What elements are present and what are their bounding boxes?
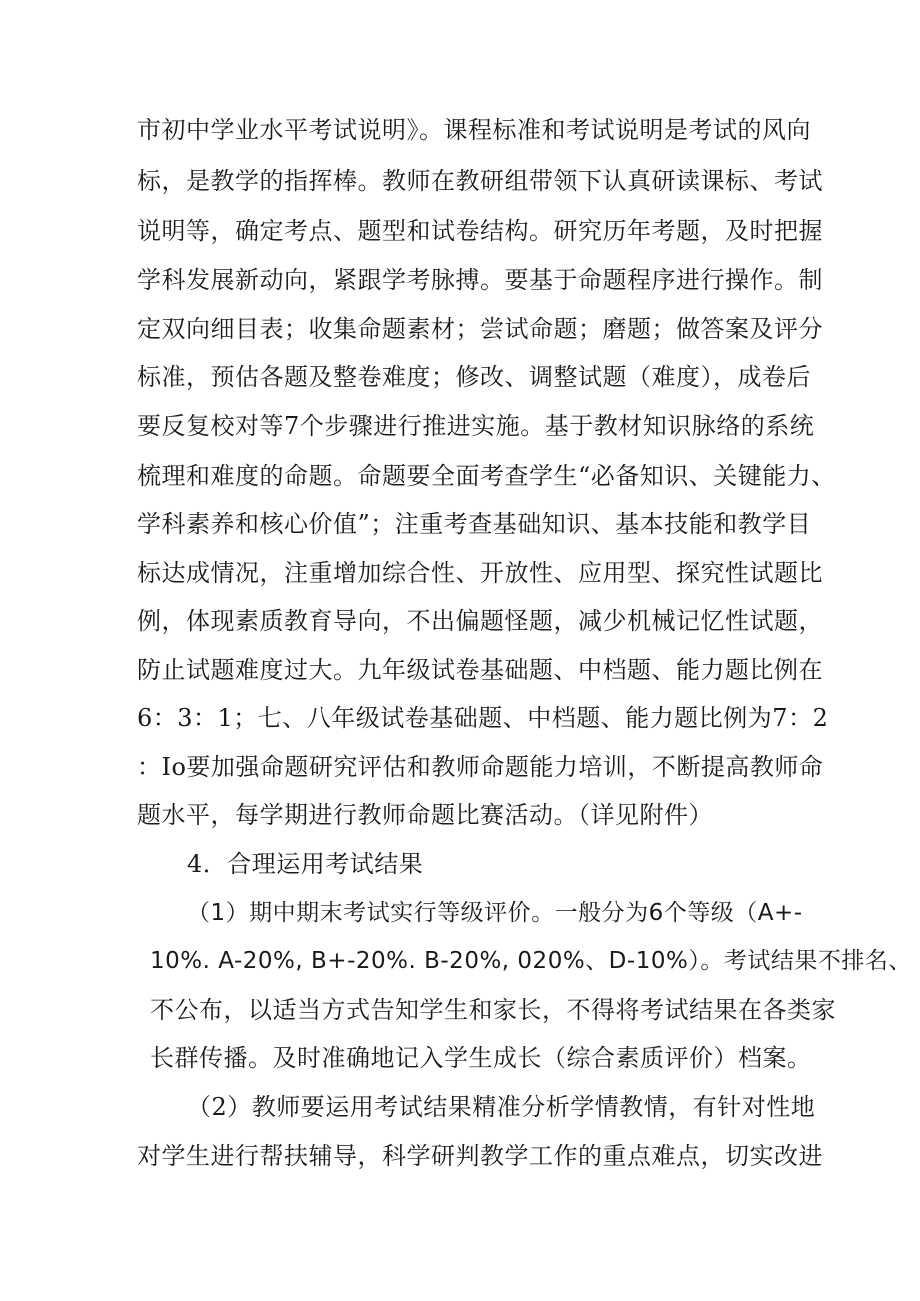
body-line-9: 学科素养和核心价值”；注重考查基础知识、基本技能和教学目 xyxy=(137,510,812,538)
para-1-line-1: （1）期中期末考试实行等级评价。一般分为6个等级（A+- xyxy=(187,900,803,926)
body-line-7: 要反复校对等7个步骤进行推进实施。基于教材知识脉络的系统 xyxy=(137,412,815,440)
para-1-line-4: 长群传播。及时准确地记入学生成长（综合素质评价）档案。 xyxy=(150,1044,812,1072)
body-line-11: 例，体现素质教育导向，不出偏题怪题，减少机械记忆性试题， xyxy=(137,607,823,635)
para-2-line-2: 对学生进行帮扶辅导，科学研判教学工作的重点难点，切实改进 xyxy=(137,1142,823,1170)
para-2-line-1: （2）教师要运用考试结果精准分析学情教情，有针对性地 xyxy=(187,1093,816,1121)
body-line-10: 标达成情况，注重增加综合性、开放性、应用型、探究性试题比 xyxy=(137,559,823,587)
body-line-1: 市初中学业水平考试说明》。课程标准和考试说明是考试的风向 xyxy=(137,116,811,144)
body-line-5: 定双向细目表；收集命题素材；尝试命题；磨题；做答案及评分 xyxy=(137,315,823,343)
body-line-15: 题水平，每学期进行教师命题比赛活动。（详见附件） xyxy=(137,801,713,829)
body-line-13: 6：3：1；七、八年级试卷基础题、中档题、能力题比例为7：2 xyxy=(137,704,829,732)
body-line-2: 标，是教学的指挥棒。教师在教研组带领下认真研读课标、考试 xyxy=(137,167,823,195)
body-line-6: 标准，预估各题及整卷难度；修改、调整试题（难度），成卷后 xyxy=(137,363,811,391)
body-line-12: 防止试题难度过大。九年级试卷基础题、中档题、能力题比例在 xyxy=(137,656,823,684)
para-1-line-2: 10%. A-20%, B+-20%. B-20%, 020%、D-10%）。考试结果不排名、 xyxy=(150,948,912,974)
para-1-line-3: 不公布，以适当方式告知学生和家长，不得将考试结果在各类家 xyxy=(150,996,836,1024)
body-line-4: 学科发展新动向，紧跟学考脉搏。要基于命题程序进行操作。制 xyxy=(137,266,823,294)
body-line-3: 说明等，确定考点、题型和试卷结构。研究历年考题，及时把握 xyxy=(137,217,823,245)
body-line-8: 梳理和难度的命题。命题要全面考查学生“必备知识、关键能力、 xyxy=(137,462,836,490)
section-heading-4: 4．合理运用考试结果 xyxy=(187,850,424,878)
body-line-14: ：Io要加强命题研究评估和教师命题能力培训，不断提高教师命 xyxy=(137,753,824,781)
